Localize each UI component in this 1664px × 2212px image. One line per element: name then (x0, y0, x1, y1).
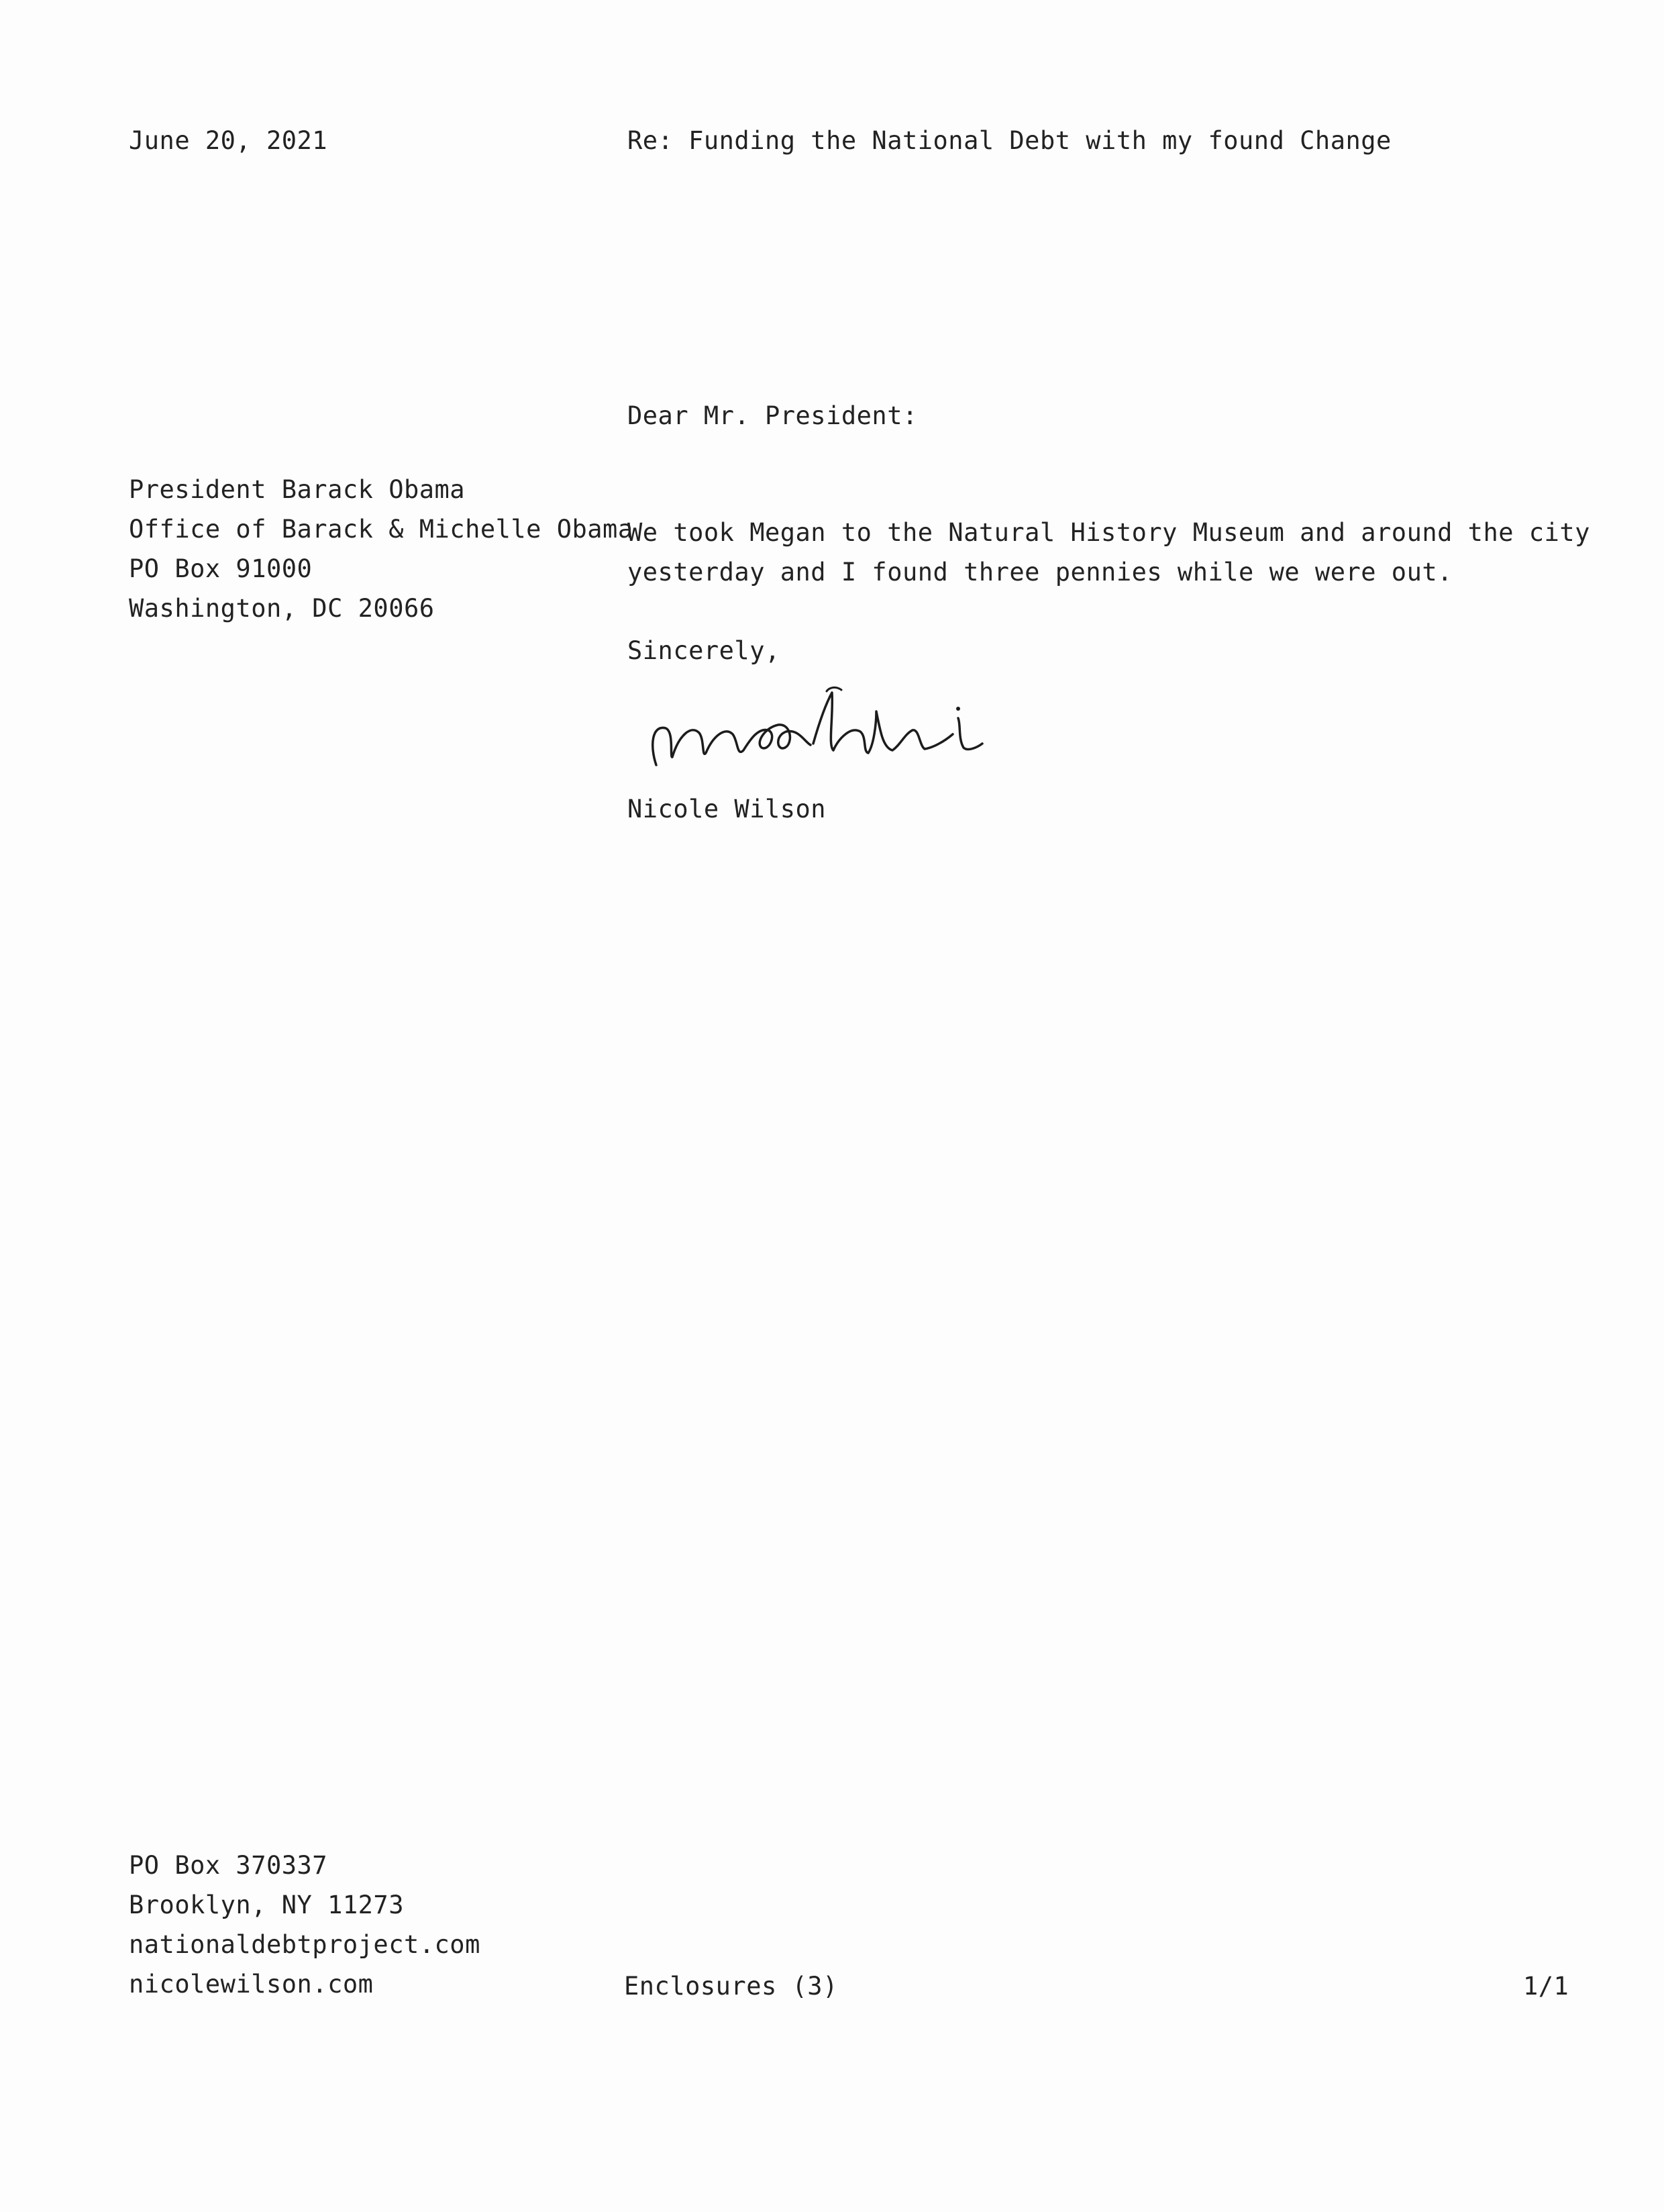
letter-subject: Re: Funding the National Debt with my found Change (627, 126, 1392, 155)
signature-stroke (827, 687, 841, 691)
enclosures-note: Enclosures (3) (624, 1972, 838, 2001)
recipient-line: Washington, DC 20066 (129, 594, 435, 623)
salutation: Dear Mr. President: (627, 401, 918, 430)
signer-name: Nicole Wilson (627, 795, 827, 823)
letter-date: June 20, 2021 (129, 126, 328, 155)
sender-line: PO Box 370337 (129, 1851, 328, 1880)
body-line: yesterday and I found three pennies while we were out. (627, 558, 1453, 587)
letter-body (627, 513, 1590, 592)
recipient-line: Office of Barack & Michelle Obama (129, 515, 633, 544)
signature-stroke (653, 725, 811, 765)
signature (637, 678, 1013, 792)
recipient-line: PO Box 91000 (129, 554, 313, 583)
sender-line: Brooklyn, NY 11273 (129, 1891, 404, 1919)
sender-line: nicolewilson.com (129, 1970, 374, 1999)
recipient-address (129, 470, 633, 628)
page-number: 1/1 (1523, 1972, 1569, 2001)
signature-stroke (958, 718, 982, 749)
closing: Sincerely, (627, 636, 780, 665)
recipient-line: President Barack Obama (129, 475, 466, 504)
sender-address (129, 1846, 480, 2004)
signature-dot (956, 707, 960, 711)
signature-stroke (813, 693, 953, 753)
sender-line: nationaldebtproject.com (129, 1930, 480, 1959)
body-line: We took Megan to the Natural History Museum and around the city (627, 518, 1590, 547)
